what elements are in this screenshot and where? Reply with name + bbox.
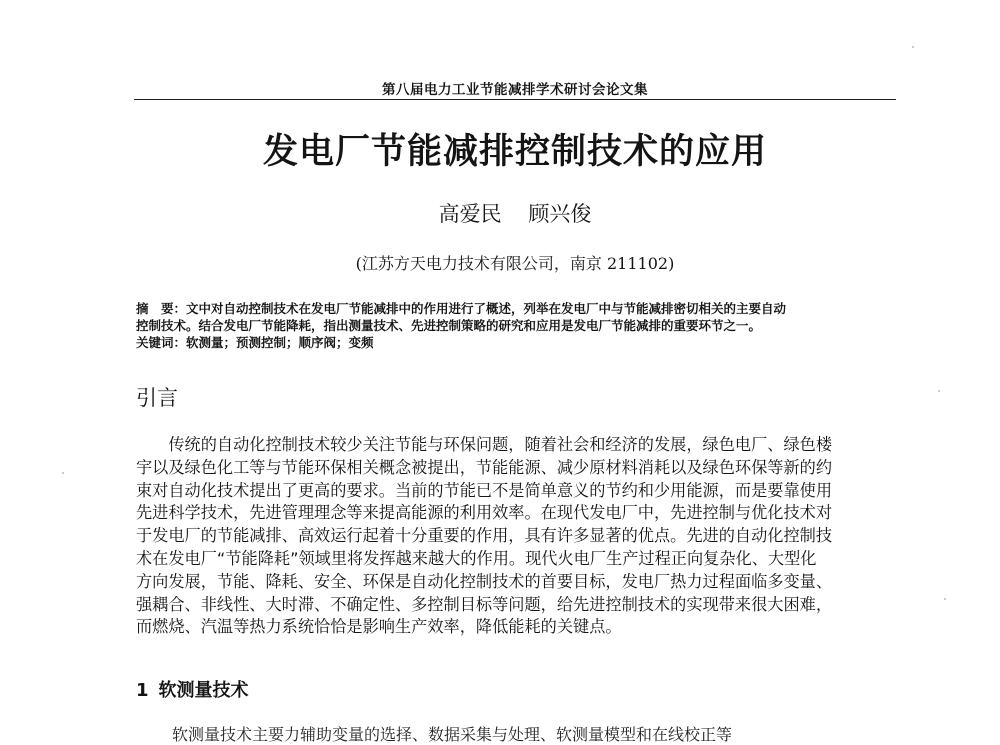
- section-number: 1: [136, 680, 149, 701]
- paragraph-line: 宇以及绿色化工等与节能环保相关概念被提出，节能能源、减少原材料消耗以及绿色环保等新的约: [136, 457, 833, 477]
- author-2: 顾兴俊: [528, 202, 592, 226]
- paper-title: 发电厂节能减排控制技术的应用: [262, 132, 767, 172]
- intro-heading: 引言: [136, 386, 178, 410]
- running-header: 第八届电力工业节能减排学术研讨会论文集: [382, 82, 648, 98]
- scan-speck: [938, 390, 940, 392]
- truncated-paragraph-line: 软测量技术主要力辅助变量的选择、数据采集与处理、软测量模型和在线校正等: [172, 725, 733, 744]
- paragraph-line: 于发电厂的节能减排、高效运行起着十分重要的作用，具有许多显著的优点。先进的自动化控制技: [136, 526, 833, 546]
- authors: [134, 198, 896, 228]
- paragraph-line: 而燃烧、汽温等热力系统恰恰是影响生产效率，降低能耗的关键点。: [136, 617, 622, 637]
- affiliation: (江苏方天电力技术有限公司，南京 211102): [355, 254, 675, 273]
- section-heading: [136, 676, 249, 702]
- paragraph-line: 束对自动化技术提出了更高的要求。当前的节能已不是简单意义的节约和少用能源，而是要靠使用: [136, 480, 833, 500]
- paragraph-line: 方向发展，节能、降耗、安全、环保是自动化控制技术的首要目标，发电厂热力过程面临多变量、: [136, 571, 833, 591]
- paragraph-line: 先进科学技术，先进管理理念等来提高能源的利用效率。在现代发电厂中，先进控制与优化技术对: [136, 503, 833, 523]
- scan-speck: [912, 46, 914, 48]
- scan-speck: [62, 472, 64, 474]
- paragraph-line: 术在发电厂“节能降耗”领域里将发挥越来越大的作用。现代火电厂生产过程正向复杂化、大型化: [136, 548, 817, 568]
- author-1: 高爱民: [438, 202, 502, 226]
- header-rule: [134, 99, 896, 100]
- section-title: 软测量技术: [158, 680, 249, 701]
- paragraph-line: 强耦合、非线性、大时滞、不确定性、多控制目标等问题，给先进控制技术的实现带来很大困难，: [136, 594, 833, 614]
- paragraph-line: 传统的自动化控制技术较少关注节能与环保问题，随着社会和经济的发展，绿色电厂、绿色楼: [136, 435, 833, 454]
- abstract-block: [136, 300, 896, 351]
- scan-speck: [944, 598, 946, 600]
- keywords-line: 关键词：软测量；预测控制；顺序阀；变频: [136, 335, 374, 350]
- intro-paragraph: [136, 434, 896, 639]
- abstract-line: 摘 要：文中对自动控制技术在发电厂节能减排中的作用进行了概述，列举在发电厂中与节能减排密切相关的主要自动: [136, 301, 787, 316]
- abstract-line: 控制技术。结合发电厂节能降耗，指出测量技术、先进控制策略的研究和应用是发电厂节能减排的重要环节之一。: [136, 318, 762, 333]
